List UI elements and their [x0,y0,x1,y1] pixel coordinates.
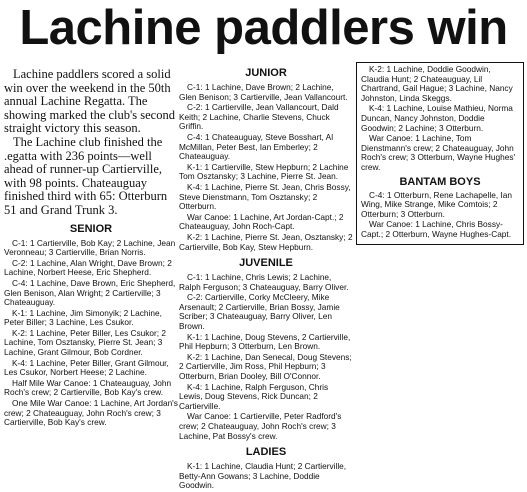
result-entry: K-1: 1 Lachine, Doug Stevens, 2 Cartierville, Phil Hepburn; 3 Otterburn, Len Brown. [179,331,351,352]
result-entry: K-2: 1 Lachine, Doddie Goodwin, Claudia Hunt; 2 Chateauguay, Lil Chartrand, Gail Hague; 3 Lachine, Nancy Johnston, Linda Skeggs. [361,64,513,103]
result-entry: C-4: 1 Lachine, Dave Brown, Eric Shepherd, Glen Benison, Alan Wright; 2 Cartierville; 3 Chateauguay. [4,277,176,308]
result-entry: War Canoe: 1 Lachine, Art Jordan-Capt.; 2 Chateauguay, John Roch-Capt. [179,211,344,232]
senior-results [4,239,178,428]
result-entry: K-4: 1 Lachine, Peter Biller, Grant Gilmour, Les Csukor, Norbert Heese; 2 Lachine. [4,357,169,378]
section-heading-senior: SENIOR [69,222,113,235]
juvenile-results [179,273,353,441]
result-entry: C-4: 1 Otterburn, Rene Lachapelle, Ian Wing, Mike Strange, Mike Comtois; 2 Otterburn; 3 Otterburn. [361,189,512,219]
result-entry: C-4: 1 Chateauguay, Steve Bosshart, Al McMillan, Peter Best, Ian Emberley; 2 Chateauguay. [179,131,334,162]
result-entry: C-1: 1 Lachine, Dave Brown; 2 Lachine, Glen Benison; 3 Cartierville, Jean Vallancourt. [179,82,348,102]
section-heading-ladies: LADIES [245,446,287,459]
result-entry: K-4: 1 Lachine, Pierre St. Jean, Chris Bossy, Steve Dienstmann, Tom Osztansky; 2 Otterburn. [179,181,351,212]
result-entry: C-1: 1 Lachine, Chris Lewis; 2 Lachine, Ralph Ferguson; 3 Chateauguay, Barry Oliver. [179,272,349,292]
result-entry: C-1: 1 Cartierville, Bob Kay; 2 Lachine, Jean Veronneau; 3 Cartierville, Brian Norris. [4,237,176,258]
result-entry: K-1: 1 Cartierville, Stew Hepburn; 2 Lachine Tom Osztansky; 3 Lachine, Pierre St. Jean. [179,161,349,182]
section-heading-juvenile: JUVENILE [239,257,293,270]
section-heading-junior: JUNIOR [245,67,287,79]
result-entry: C-2: 1 Lachine, Alan Wright, Dave Brown; 2 Lachine, Norbert Heese, Eric Shepherd. [4,257,172,278]
result-entry: Half Mile War Canoe: 1 Chateauguay, John Roch's crew; 2 Cartierville, Bob Kay's crew. [4,377,172,398]
lead-paragraph-1: Lachine paddlers scored a solid win over the weekend in the 50th annual Lachine Regatta. The showing marked the club's second straight victory this season. [4,67,175,136]
result-entry: C-2: Cartierville, Corky McCleery, Mike Arsenault; 2 Cartierville, Brian Bossy, Jamie Scriber; 3 Chateauguay, Barry Oliver, Len Brown. [179,292,340,332]
column-3 [356,62,524,245]
result-entry: K-1: 1 Lachine, Jim Simonyik; 2 Lachine, Peter Biller; 3 Lachine, Les Csukor. [4,307,162,328]
junior-results [179,83,353,252]
result-entry: One Mile War Canoe: 1 Lachine, Art Jordan's crew; 2 Chateauguay, John Roch's crew; 3 Cartierville, Bob Kay's crew. [4,398,178,428]
result-entry: K-2: 1 Lachine, Pierre St. Jean, Osztansky; 2 Cartierville, Bob Kay, Stew Hepburn. [179,231,353,252]
result-entry: K-4: 1 Lachine, Louise Mathieu, Norma Duncan, Nancy Johnston, Doddie Goodwin; 2 Lachine; 3 Otterburn. [361,103,513,133]
result-entry: C-2: 1 Cartierville, Jean Vallancourt, Dald Keith; 2 Lachine, Charlie Stevens, Chuck Griffin. [179,102,339,132]
bantam-boys-results [361,191,519,240]
ladies-results-continued [361,65,519,173]
column-2 [179,62,353,492]
column-1 [4,62,178,429]
result-entry: War Canoe: 1 Cartierville, Peter Radford's crew; 2 Chateauguay, John Roch's crew; 3 Lachine, Pat Bossy's crew. [179,411,342,441]
results-box [356,62,524,245]
result-entry: War Canoe: 1 Lachine, Tom Dienstmann's crew; 2 Chateauguay, John Roch's crew; 3 Otterburn, Wayne Hughes' crew. [361,133,516,172]
ladies-results [179,462,353,491]
lead-paragraph-2: The Lachine club finished the .egatta with 236 points—well ahead of runner-up Cartierville, with 98 points. Chateauguay finished third with 65: Otterburn 51 and Grand Trunk 3. [4,134,168,217]
headline: Lachine paddlers win [19,1,508,55]
result-entry: War Canoe: 1 Lachine, Chris Bossy-Capt.; 2 Otterburn, Wayne Hughes-Capt. [361,219,512,239]
result-entry: K-1: 1 Lachine, Claudia Hunt; 2 Cartierville, Betty-Ann Gowans; 3 Lachine, Doddie Goodwin. [179,461,347,491]
section-heading-bantam-boys: BANTAM BOYS [399,175,481,188]
result-entry: K-2: 1 Lachine, Peter Biller, Les Csukor; 2 Lachine, Tom Osztansky, Pierre St. Jean; 3 Lachine, Grant Gilmour, Bob Cordner. [4,327,167,358]
result-entry: K-4: 1 Lachine, Ralph Ferguson, Chris Lewis, Doug Stevens, Rick Duncan; 2 Cartierville. [179,381,329,411]
result-entry: K-2: 1 Lachine, Dan Senecal, Doug Stevens; 2 Cartierville, Jim Ross, Phil Hepburn; 3 Otterburn, Brian Dooley, Bill O'Connor. [179,351,352,382]
lead-paragraphs [4,68,178,218]
